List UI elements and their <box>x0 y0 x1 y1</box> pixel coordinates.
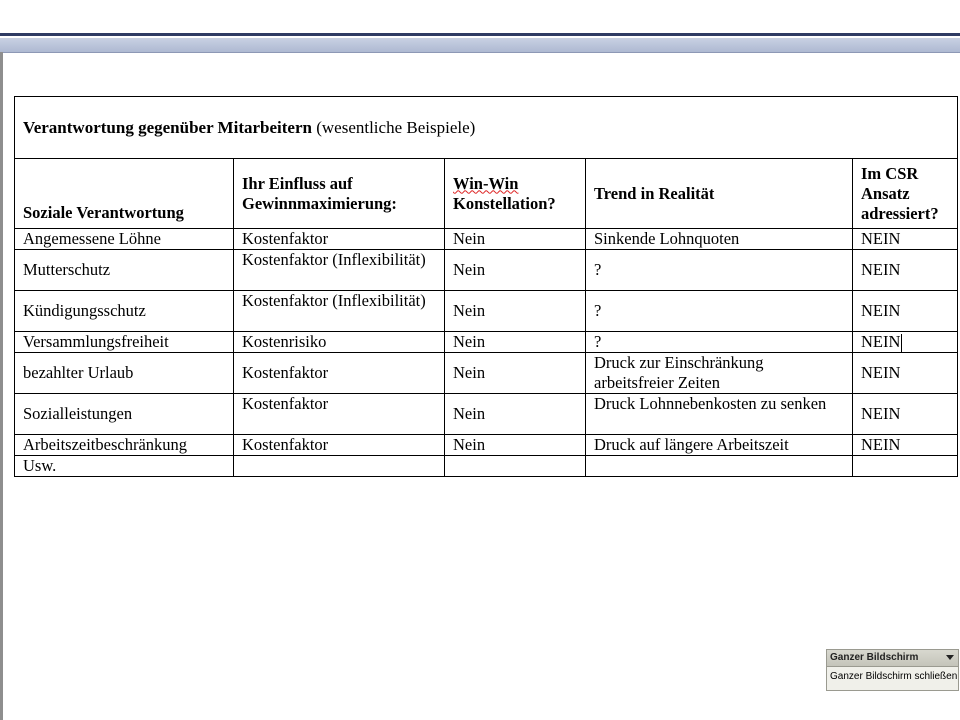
csr-cell: NEIN <box>853 229 958 250</box>
einfluss-cell: Kostenfaktor <box>234 353 445 394</box>
text-cursor <box>901 334 902 352</box>
table-title-rest: (wesentliche Beispiele) <box>311 117 476 137</box>
document-page[interactable] <box>3 55 960 720</box>
header-trend: Trend in Realität <box>586 159 853 229</box>
trend-cell <box>586 456 853 477</box>
close-fullscreen-button[interactable]: Ganzer Bildschirm schließen <box>830 671 958 682</box>
table-row <box>15 353 958 394</box>
csr-cell: NEIN <box>853 291 958 332</box>
top-bar-light-stripe <box>0 38 960 53</box>
winwin-cell: Nein <box>445 394 586 435</box>
winwin-cell: Nein <box>445 353 586 394</box>
header-win-win <box>445 159 586 229</box>
table-title-bold: Verantwortung gegenüber Mitarbeitern <box>23 117 312 137</box>
einfluss-cell: Kostenfaktor <box>234 229 445 250</box>
einfluss-cell: Kostenfaktor (Inflexibilität) <box>234 291 445 332</box>
fullscreen-toolbar-title[interactable] <box>827 650 958 667</box>
table-row <box>15 456 958 477</box>
csr-cell: NEIN <box>853 332 958 353</box>
einfluss-cell: Kostenfaktor (Inflexibilität) <box>234 250 445 291</box>
row-label: Usw. <box>15 456 234 477</box>
trend-cell: ? <box>586 332 853 353</box>
table-row <box>15 229 958 250</box>
table-row <box>15 435 958 456</box>
trend-cell: Druck auf längere Arbeitszeit <box>586 435 853 456</box>
csr-cell: NEIN <box>853 250 958 291</box>
einfluss-cell: Kostenfaktor <box>234 394 445 435</box>
table-row <box>15 291 958 332</box>
winwin-cell: Nein <box>445 291 586 332</box>
csr-cell: NEIN <box>853 394 958 435</box>
top-bar-dark-stripe <box>0 33 960 36</box>
table-body <box>15 229 958 477</box>
csr-cell <box>853 456 958 477</box>
header-csr: Im CSR Ansatz adressiert? <box>853 159 958 229</box>
fullscreen-toolbar-title-text: Ganzer Bildschirm <box>830 652 919 663</box>
trend-cell: Druck Lohnnebenkosten zu senken <box>586 394 853 435</box>
window-top-bar <box>0 0 960 55</box>
trend-cell: Druck zur Einschränkung arbeitsfreier Zeiten <box>586 353 853 394</box>
row-label: Kündigungsschutz <box>15 291 234 332</box>
einfluss-cell <box>234 456 445 477</box>
winwin-cell: Nein <box>445 229 586 250</box>
row-label: Versammlungsfreiheit <box>15 332 234 353</box>
row-label: Arbeitszeitbeschränkung <box>15 435 234 456</box>
winwin-cell <box>445 456 586 477</box>
table-title <box>15 97 958 159</box>
header-soziale-verantwortung: Soziale Verantwortung <box>15 159 234 229</box>
row-label: Sozialleistungen <box>15 394 234 435</box>
fullscreen-toolbar[interactable] <box>826 649 959 691</box>
winwin-cell: Nein <box>445 332 586 353</box>
einfluss-cell: Kostenrisiko <box>234 332 445 353</box>
csr-cell: NEIN <box>853 435 958 456</box>
trend-cell: Sinkende Lohnquoten <box>586 229 853 250</box>
trend-cell: ? <box>586 291 853 332</box>
header-einfluss: Ihr Einfluss auf Gewinnmaximierung: <box>234 159 445 229</box>
dropdown-arrow-icon[interactable] <box>946 655 954 660</box>
trend-cell: ? <box>586 250 853 291</box>
einfluss-cell: Kostenfaktor <box>234 435 445 456</box>
row-label: bezahlter Urlaub <box>15 353 234 394</box>
row-label: Mutterschutz <box>15 250 234 291</box>
winwin-cell: Nein <box>445 435 586 456</box>
table-row <box>15 394 958 435</box>
table-row <box>15 250 958 291</box>
row-label: Angemessene Löhne <box>15 229 234 250</box>
table-row <box>15 332 958 353</box>
table-header-row <box>15 159 958 229</box>
spellcheck-squiggle-winwin: Win-Win <box>453 173 519 193</box>
table-title-row <box>15 97 958 159</box>
winwin-cell: Nein <box>445 250 586 291</box>
header-win-win-rest: Konstellation? <box>453 193 556 213</box>
csr-cell: NEIN <box>853 353 958 394</box>
responsibility-table <box>14 96 958 477</box>
